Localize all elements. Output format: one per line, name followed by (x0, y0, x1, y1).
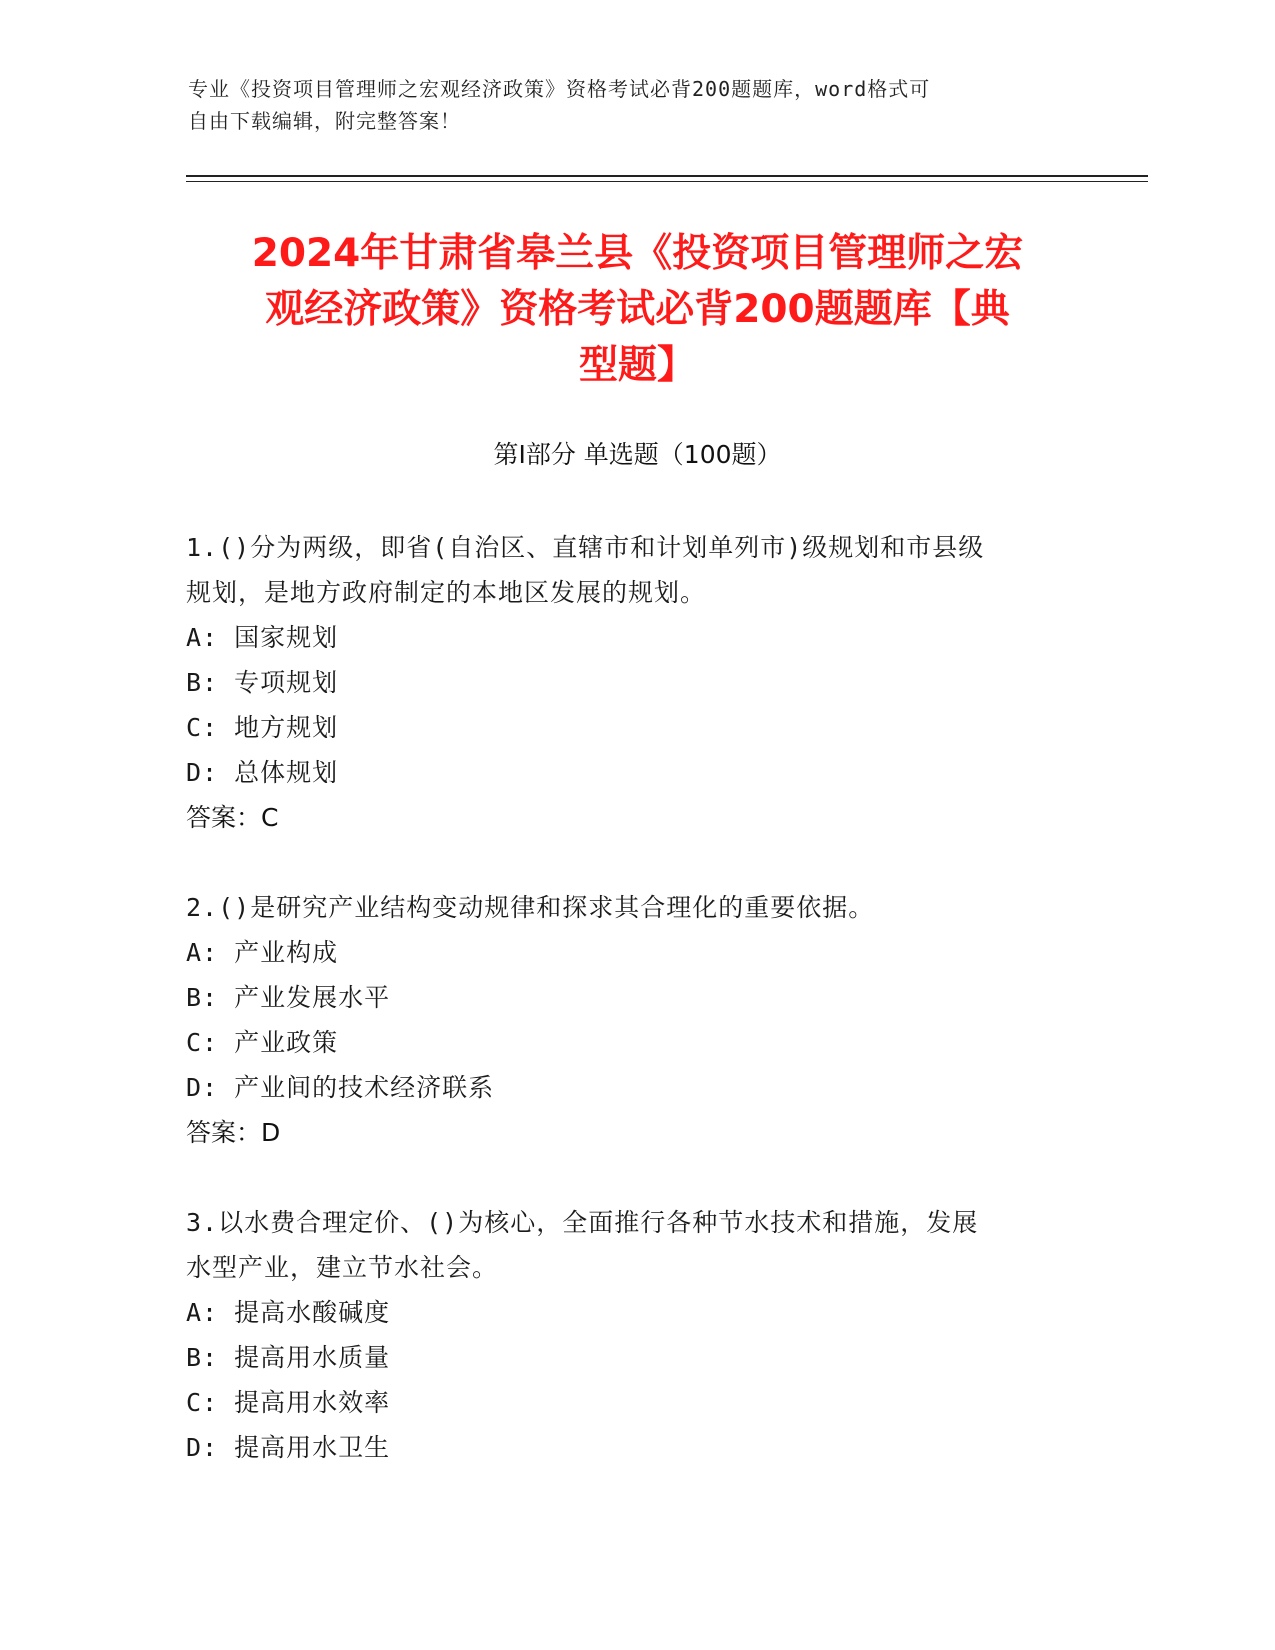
section-title: 第Ⅰ部分 单选题（100题） (493, 440, 782, 469)
document-title-line-3: 型题】 (578, 343, 696, 388)
answer: 答案：D (186, 1118, 281, 1147)
option-a: A: 国家规划 (186, 623, 339, 652)
header-note-line-2: 自由下载编辑，附完整答案！ (188, 109, 461, 133)
option-a: A: 产业构成 (186, 938, 339, 967)
header-divider-thin (186, 181, 1148, 182)
document-title-line-1: 2024年甘肃省皋兰县《投资项目管理师之宏 (251, 231, 1024, 276)
answer: 答案：C (186, 803, 279, 832)
option-d: D: 总体规划 (186, 758, 339, 787)
question-3 (186, 1200, 1056, 1470)
option-c: C: 提高用水效率 (186, 1388, 391, 1417)
question-stem-line-1: 2.()是研究产业结构变动规律和探求其合理化的重要依据。 (186, 893, 875, 922)
header-note (188, 73, 1068, 137)
option-c: C: 产业政策 (186, 1028, 339, 1057)
option-d: D: 产业间的技术经济联系 (186, 1073, 495, 1102)
document-title (170, 226, 1105, 394)
question-2 (186, 885, 1056, 1155)
question-stem-line-1: 1.()分为两级，即省(自治区、直辖市和计划单列市)级规划和市县级 (186, 533, 985, 562)
option-b: B: 产业发展水平 (186, 983, 391, 1012)
option-c: C: 地方规划 (186, 713, 339, 742)
document-title-line-2: 观经济政策》资格考试必背200题题库【典 (265, 287, 1010, 332)
question-stem-line-2: 规划，是地方政府制定的本地区发展的规划。 (186, 578, 707, 607)
option-a: A: 提高水酸碱度 (186, 1298, 391, 1327)
header-divider-thick (186, 175, 1148, 177)
question-1 (186, 525, 1056, 840)
question-stem-line-1: 3.以水费合理定价、()为核心，全面推行各种节水技术和措施，发展 (186, 1208, 979, 1237)
question-stem-line-2: 水型产业，建立节水社会。 (186, 1253, 499, 1282)
header-note-line-1: 专业《投资项目管理师之宏观经济政策》资格考试必背200题题库，word格式可 (188, 77, 931, 101)
option-d: D: 提高用水卫生 (186, 1433, 391, 1462)
option-b: B: 提高用水质量 (186, 1343, 391, 1372)
option-b: B: 专项规划 (186, 668, 339, 697)
